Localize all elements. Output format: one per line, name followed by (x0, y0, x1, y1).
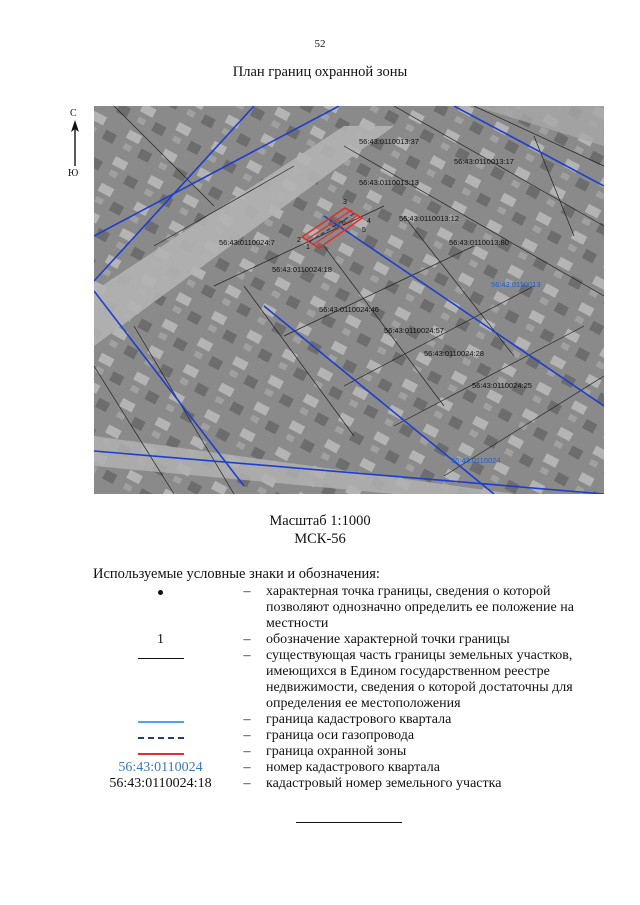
dashed-line-icon (138, 737, 184, 739)
page-number: 52 (314, 38, 326, 50)
legend-text: граница охранной зоны (266, 744, 407, 759)
quarter-label: 56:43:0110024 (451, 456, 501, 465)
parcel-label: 56:43:0110013:17 (454, 157, 514, 166)
legend-row: 56:43:0110024:18 – кадастровый номер земельного участка (93, 776, 613, 792)
legend-text: существующая часть границы земельных участков, имеющихся в Едином государственном реестре недвижимости, сведения о которой достаточны для определения ее местоположения (266, 648, 573, 711)
map-image (94, 106, 604, 494)
scale-text: Масштаб 1:1000 (269, 513, 371, 529)
parcel-label: 56:43:0110024:25 (472, 381, 532, 390)
legend-text: номер кадастрового квартала (266, 760, 440, 775)
legend-row: – граница кадастрового квартала (93, 712, 613, 728)
blue-line-icon (138, 721, 184, 723)
compass-south-label: Ю (68, 168, 79, 179)
legend-row: – граница оси газопровода (93, 728, 613, 744)
legend-text: характерная точка границы, сведения о которой позволяют однозначно определить ее положение на местности (266, 584, 574, 631)
point-label: 3 (343, 199, 347, 206)
legend-text: граница оси газопровода (266, 728, 415, 743)
aerial-background (94, 106, 604, 494)
parcel-label: 56:43:0110024:46 (319, 305, 379, 314)
scale-block (0, 512, 640, 548)
legend-symbol: 56:43:0110024:18 (109, 776, 212, 791)
legend-text: кадастровый номер земельного участка (266, 776, 502, 791)
point-label: 4 (367, 218, 371, 225)
parcel-label: 56:43:0110013:80 (449, 238, 509, 247)
point-label: 5 (362, 227, 366, 234)
legend-row: 1 – обозначение характерной точки границы (93, 632, 613, 648)
point-label: 1 (306, 244, 310, 251)
legend-text: обозначение характерной точки границы (266, 632, 510, 647)
bottom-rule (296, 822, 402, 823)
legend (93, 584, 613, 792)
parcel-label: 56:43:0110024:7 (219, 238, 275, 247)
point-label: 6 (342, 220, 346, 227)
parcel-label: 56:43:0110024:18 (272, 265, 332, 274)
point-dot-icon (158, 590, 163, 595)
legend-title: Используемые условные знаки и обозначения: (93, 566, 380, 582)
legend-text: граница кадастрового квартала (266, 712, 452, 727)
legend-row: 56:43:0110024 – номер кадастрового квартала (93, 760, 613, 776)
north-arrow-icon (69, 120, 81, 166)
parcel-label: 56:43:0110024:57 (384, 326, 444, 335)
legend-symbol: 1 (157, 632, 164, 647)
black-line-icon (138, 658, 184, 659)
point-label: 2 (297, 237, 301, 244)
red-line-icon (138, 753, 184, 755)
page-title: План границ охранной зоны (232, 64, 408, 80)
legend-row: – характерная точка границы, сведения о которой позволяют однозначно определить ее положение на местности (93, 584, 613, 632)
coordinate-system: МСК-56 (294, 531, 346, 547)
parcel-label: 56:43:0110013:37 (359, 137, 419, 146)
legend-row: – граница охранной зоны (93, 744, 613, 760)
parcel-label: 56:43:0110013:12 (399, 214, 459, 223)
parcel-label: 56:43:0110013:13 (359, 178, 419, 187)
compass-north-label: С (70, 108, 77, 119)
quarter-label: 56:43:0110013 (491, 280, 541, 289)
compass (66, 108, 86, 178)
legend-symbol: 56:43:0110024 (118, 760, 203, 775)
legend-row: – существующая часть границы земельных участков, имеющихся в Едином государственном реестре недвижимости, сведения о которой достаточны для определения ее местоположения (93, 648, 613, 712)
parcel-label: 56:43:0110024:28 (424, 349, 484, 358)
